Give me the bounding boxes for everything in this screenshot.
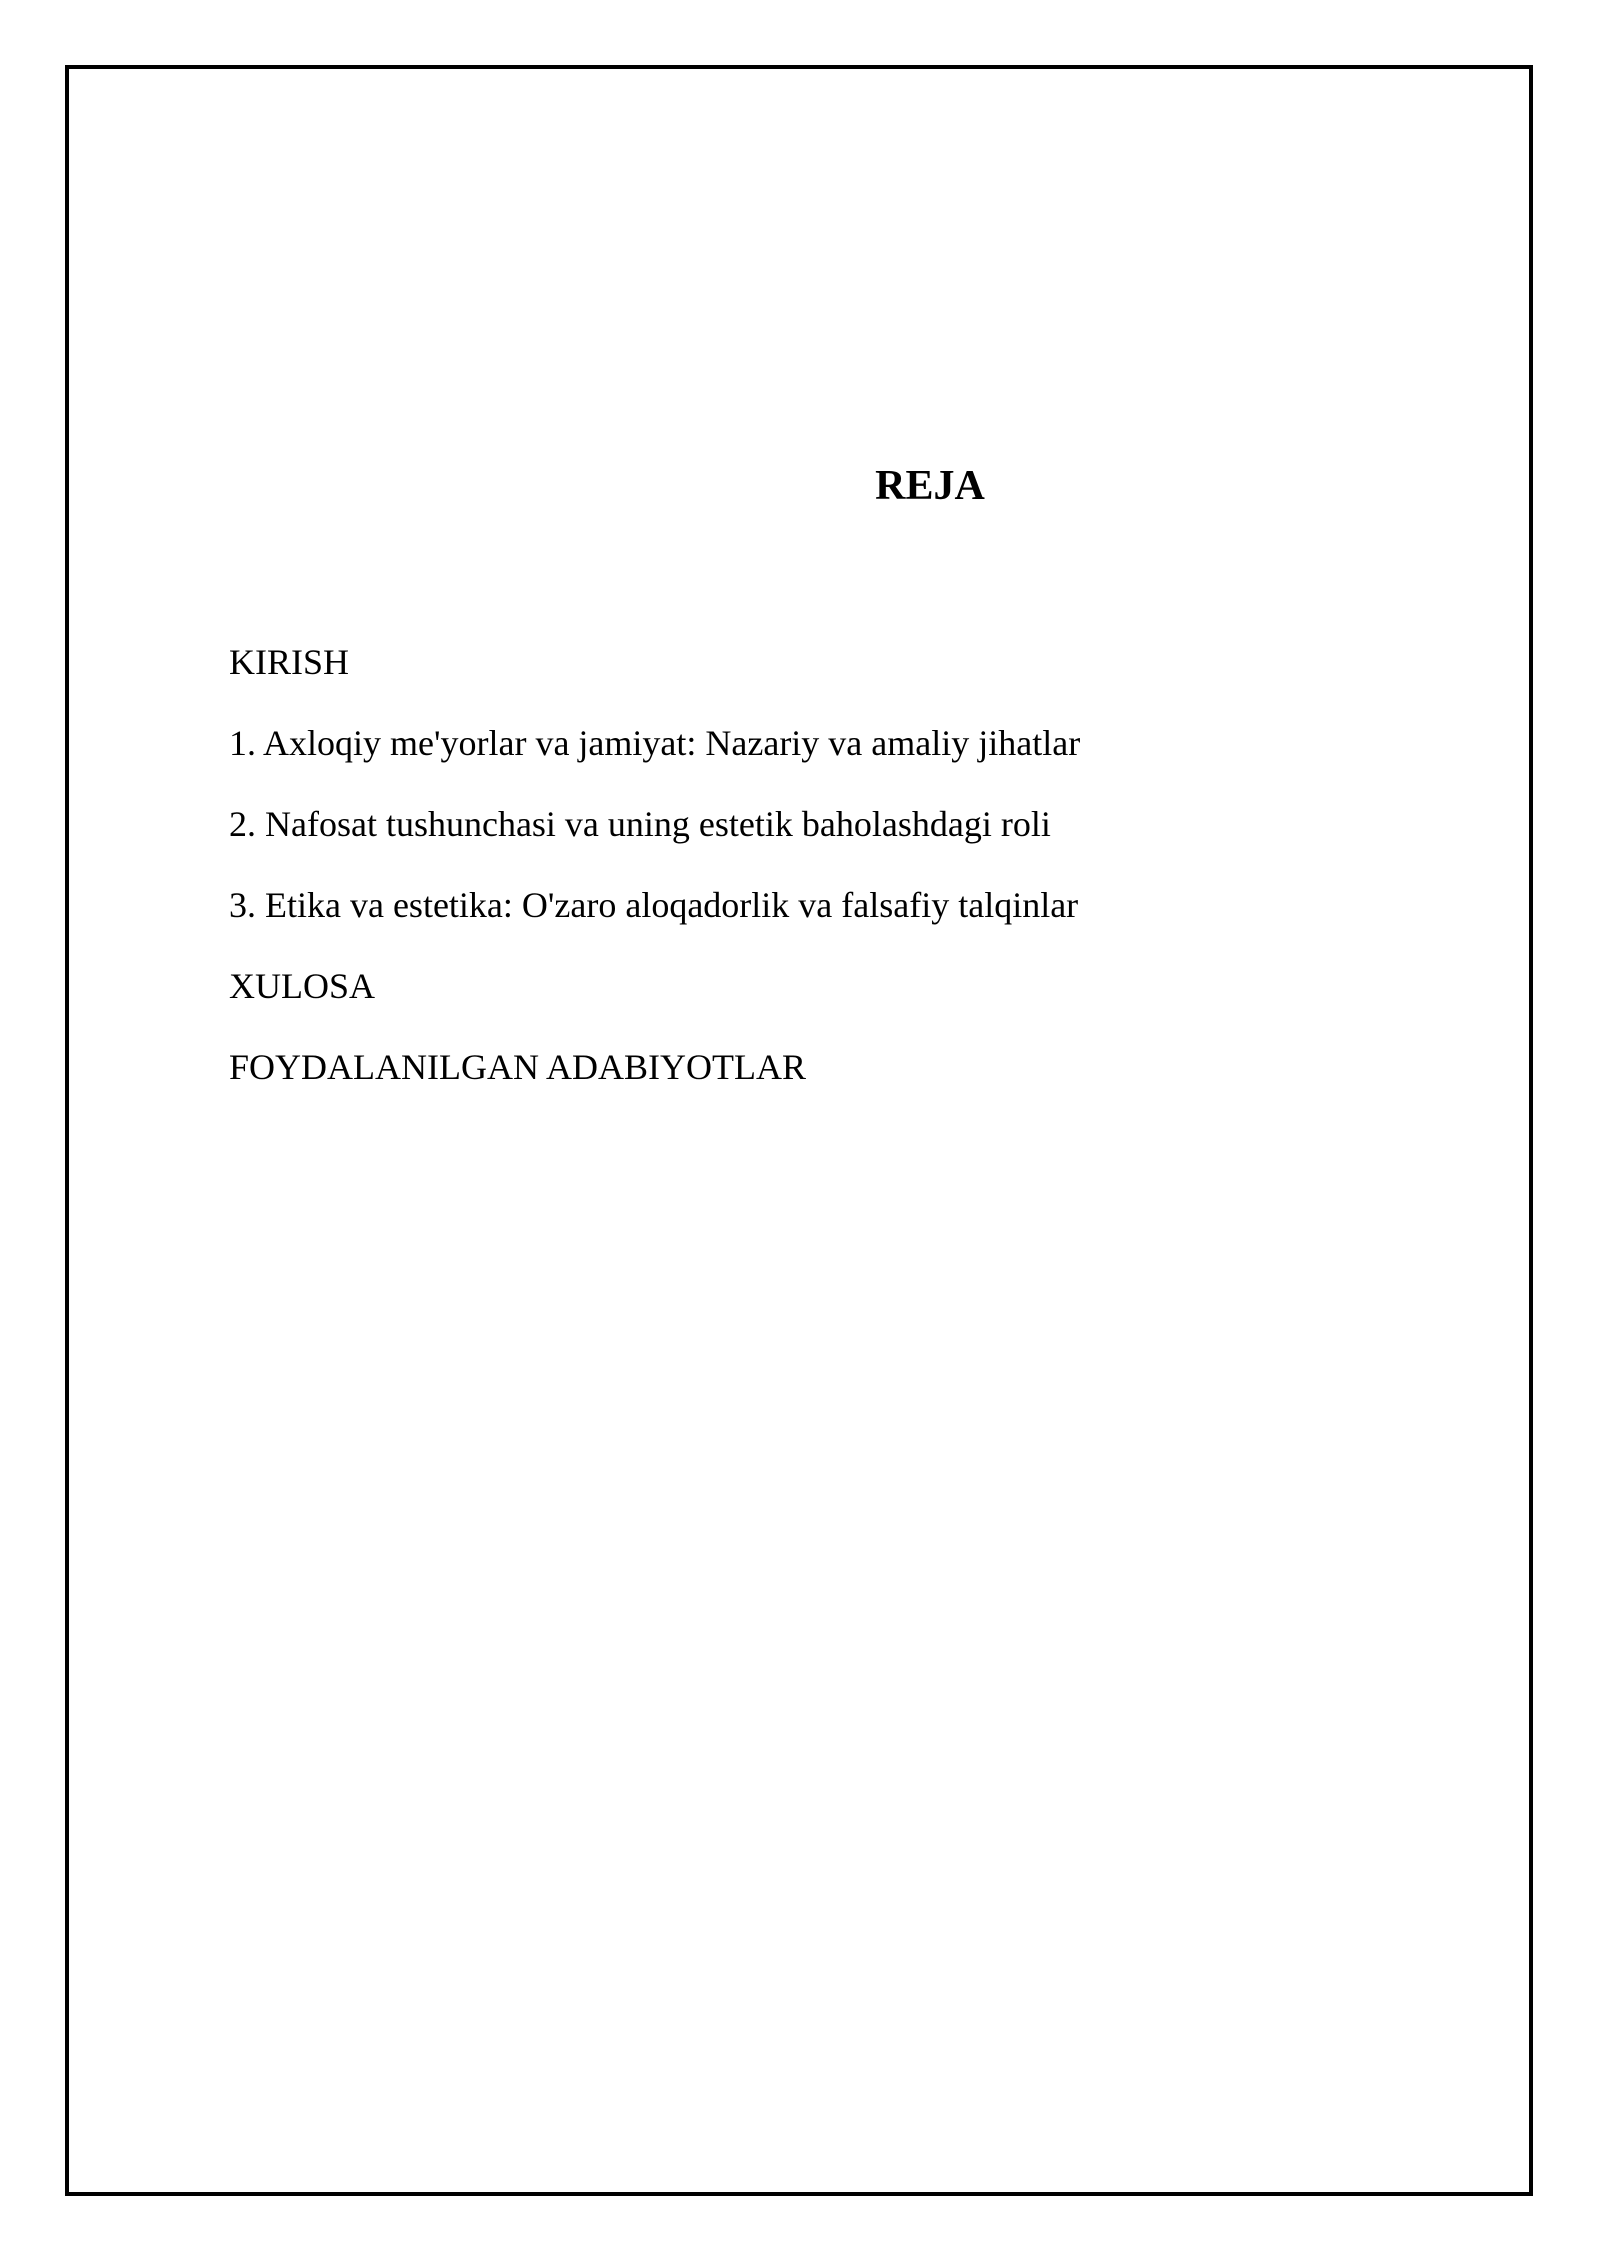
toc-item-conclusion: XULOSA xyxy=(229,966,376,1006)
toc-item-section-2: 2. Nafosat tushunchasi va uning estetik baholashdagi roli xyxy=(229,804,1051,844)
page-border xyxy=(65,65,1533,2196)
toc-item-references: FOYDALANILGAN ADABIYOTLAR xyxy=(229,1047,806,1087)
page-title: REJA xyxy=(875,463,985,509)
table-of-contents xyxy=(229,640,1080,1126)
toc-item-section-3: 3. Etika va estetika: O'zaro aloqadorlik va falsafiy talqinlar xyxy=(229,885,1079,925)
toc-item-introduction: KIRISH xyxy=(229,642,350,682)
toc-item-section-1: 1. Axloqiy me'yorlar va jamiyat: Nazariy va amaliy jihatlar xyxy=(229,723,1081,763)
